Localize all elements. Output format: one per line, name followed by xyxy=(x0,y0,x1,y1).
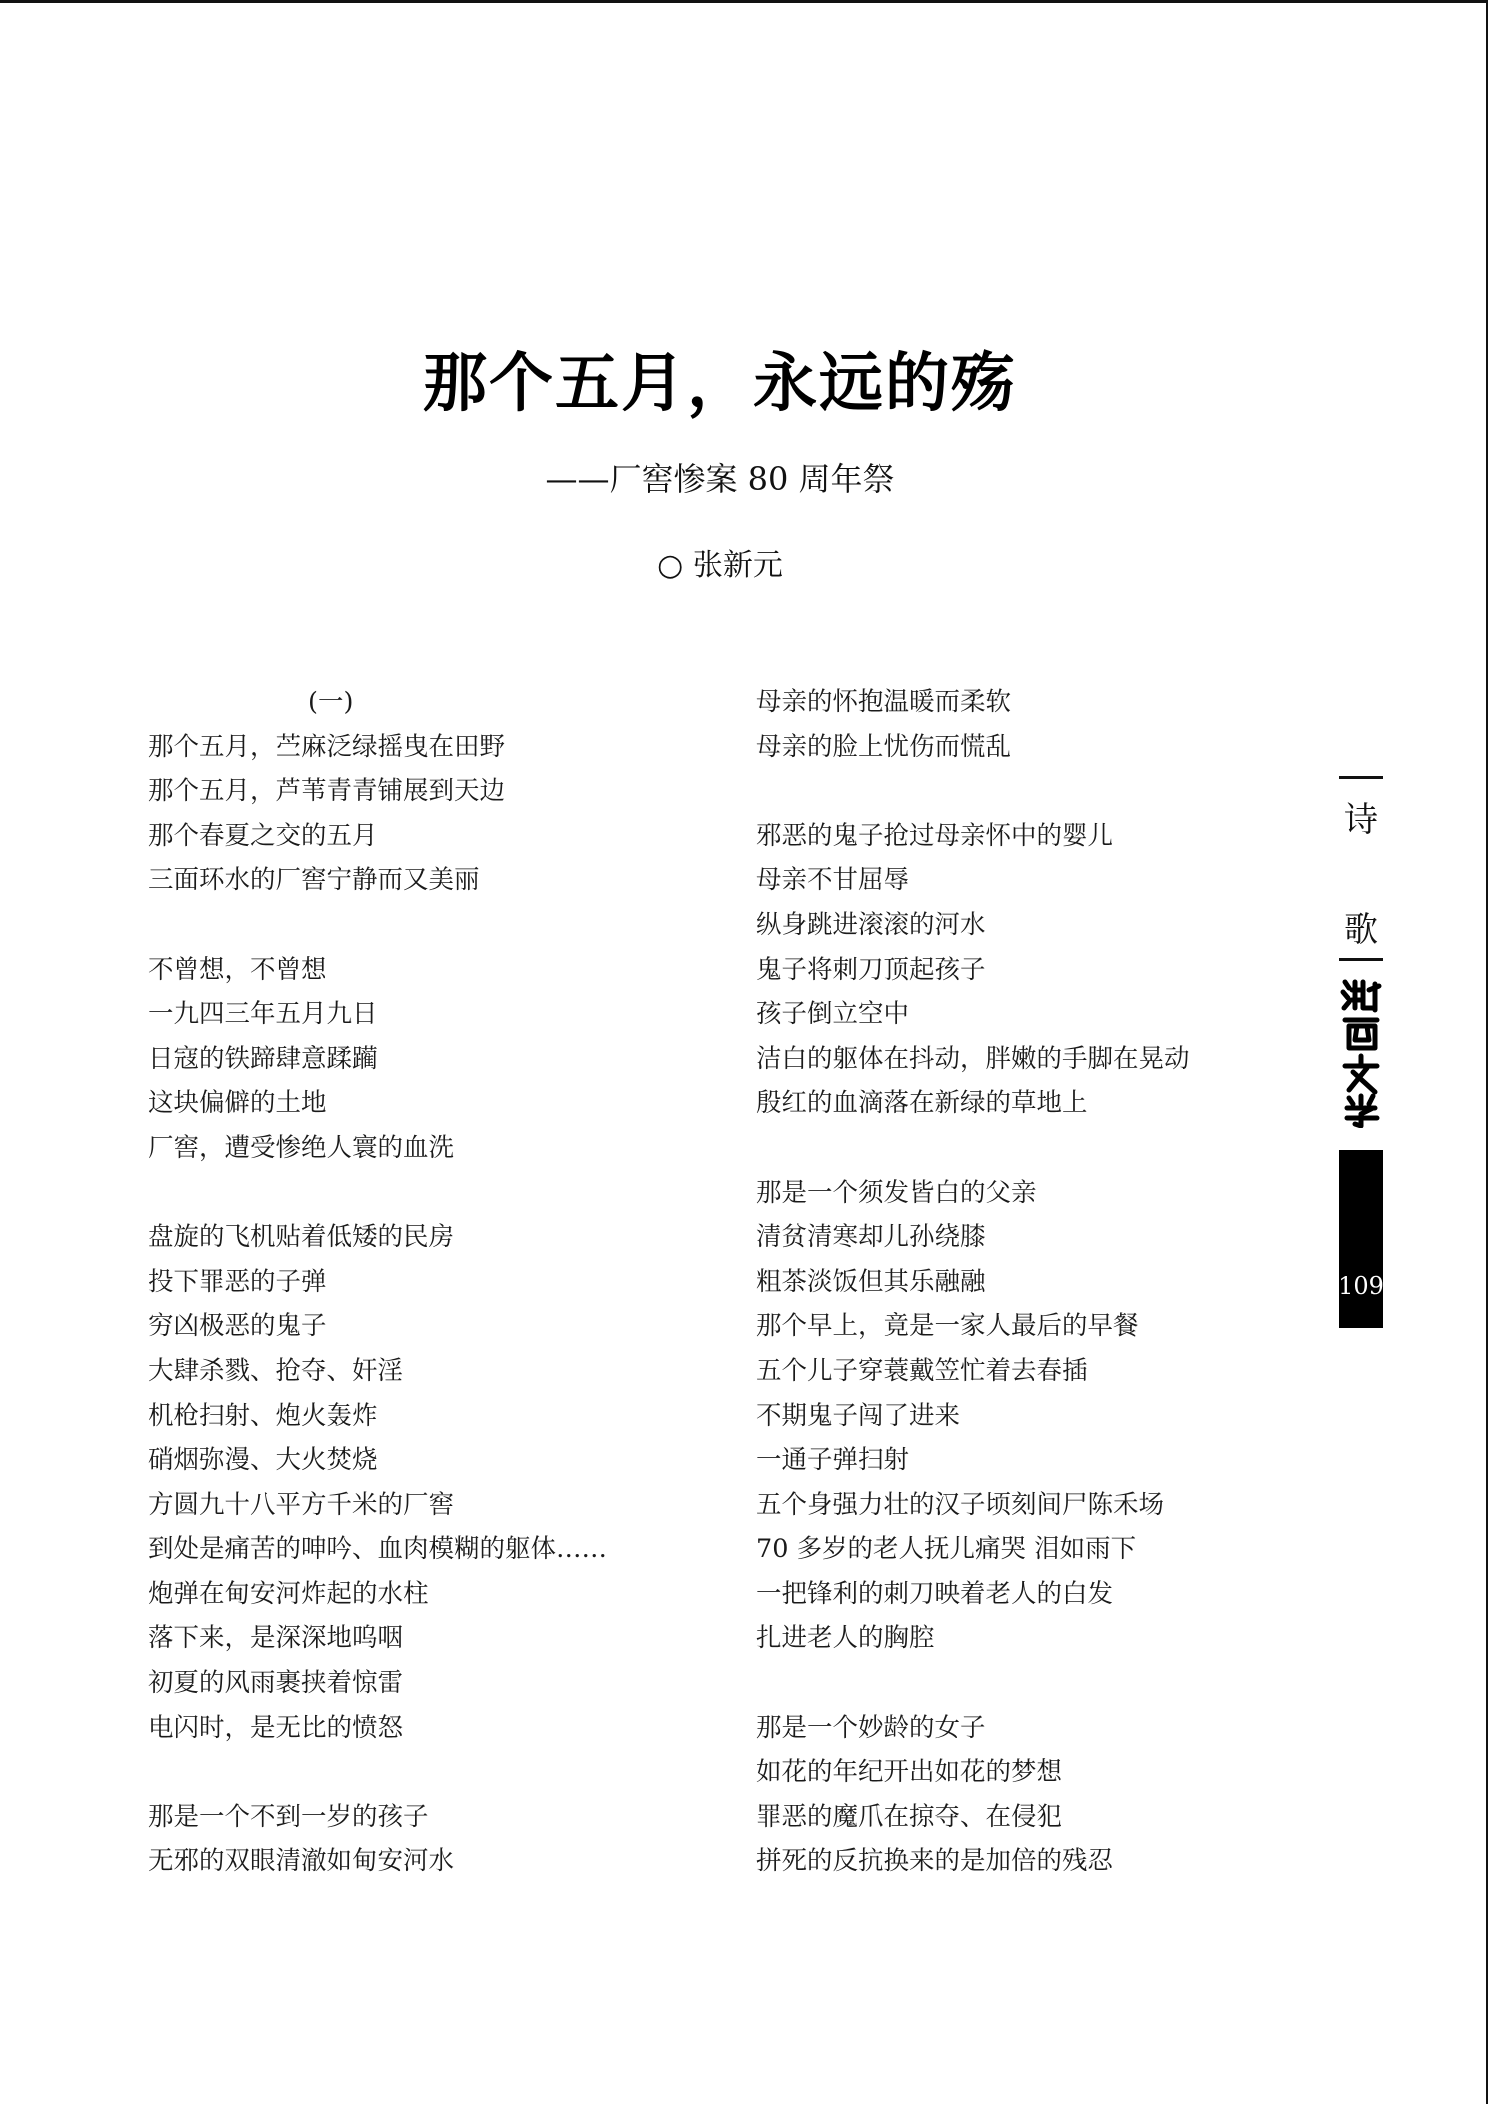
poem-line: 殷红的血滴落在新绿的草地上 xyxy=(756,1088,1088,1119)
poem-subtitle: ——厂窖惨案 80 周年祭 xyxy=(545,460,895,498)
poem-line: 穷凶极恶的鬼子 xyxy=(148,1311,327,1342)
poem-line: 母亲的怀抱温暖而柔软 xyxy=(756,687,1012,717)
section-top-rule xyxy=(1339,776,1383,779)
poem-line: 那是一个须发皆白的父亲 xyxy=(756,1177,1037,1208)
poem-line: 70 多岁的老人抚儿痛哭 泪如雨下 xyxy=(756,1534,1137,1565)
poem-line: 五个儿子穿蓑戴笠忙着去春插 xyxy=(756,1355,1088,1386)
poem-line: 不期鬼子闯了进来 xyxy=(756,1400,961,1431)
poem-line: 粗茶淡饭但其乐融融 xyxy=(756,1266,986,1297)
poem-line: 机枪扫射、炮火轰炸 xyxy=(148,1400,378,1431)
page-number: 109 xyxy=(1338,1272,1384,1300)
poem-line: 扎进老人的胸腔 xyxy=(756,1623,935,1654)
poem-line: 方圆九十八平方千米的厂窖 xyxy=(148,1489,455,1520)
poem-line: 纵身跳进滚滚的河水 xyxy=(756,909,986,940)
poem-line: 那是一个不到一岁的孩子 xyxy=(148,1801,429,1832)
stanza-break xyxy=(756,1661,1356,1706)
poem-line: 那个早上，竟是一家人最后的早餐 xyxy=(756,1311,1139,1342)
poem-line: 一通子弹扫射 xyxy=(756,1445,910,1476)
poem-line: 那个五月，苎麻泛绿摇曳在田野 xyxy=(148,731,506,762)
poem-right-column xyxy=(756,680,1356,1884)
poem-line: 罪恶的魔爪在掠夺、在侵犯 xyxy=(756,1801,1063,1832)
poem-author: ○ 张新元 xyxy=(657,548,783,583)
page-top-border xyxy=(0,0,1488,3)
poem-line: 硝烟弥漫、大火焚烧 xyxy=(148,1445,378,1476)
poem-line: 电闪时，是无比的愤怒 xyxy=(148,1712,404,1743)
poem-line: 初夏的风雨裹挟着惊雷 xyxy=(148,1668,404,1699)
poem-line: 孩子倒立空中 xyxy=(756,999,910,1030)
poem-line: 日寇的铁蹄肆意蹂躏 xyxy=(148,1043,378,1074)
poem-line: 鬼子将刺刀顶起孩子 xyxy=(756,954,986,985)
poem-line: 那个春夏之交的五月 xyxy=(148,820,378,851)
poem-line: 母亲的脸上忧伤而慌乱 xyxy=(756,731,1012,762)
poem-line: 那个五月，芦苇青青铺展到天边 xyxy=(148,776,506,807)
poem-line: 厂窖，遭受惨绝人寰的血洗 xyxy=(148,1132,455,1163)
stanza-break xyxy=(148,1750,708,1795)
poem-line: 投下罪恶的子弹 xyxy=(148,1266,327,1297)
poem-line: 到处是痛苦的呻吟、血肉模糊的躯体…… xyxy=(148,1534,608,1565)
stanza-break xyxy=(756,1126,1356,1171)
poem-line: 大肆杀戮、抢夺、奸淫 xyxy=(148,1355,404,1386)
poem-line: 如花的年纪开出如花的梦想 xyxy=(756,1757,1063,1788)
poem-line: 这块偏僻的土地 xyxy=(148,1088,327,1119)
poem-line: 炮弹在甸安河炸起的水柱 xyxy=(148,1578,429,1609)
poem-line: 落下来，是深深地呜咽 xyxy=(148,1623,404,1654)
poem-line: 母亲不甘屈辱 xyxy=(756,865,910,896)
poem-line: 不曾想，不曾想 xyxy=(148,954,327,985)
journal-logo xyxy=(1339,976,1383,1128)
poem-title: 那个五月，永远的殇 xyxy=(423,347,1017,421)
poem-line: 一九四三年五月九日 xyxy=(148,999,378,1030)
poem-line: 无邪的双眼清澈如甸安河水 xyxy=(148,1846,455,1877)
poem-line: 清贫清寒却儿孙绕膝 xyxy=(756,1222,986,1253)
poem-left-column xyxy=(148,680,708,1884)
stanza-break xyxy=(756,769,1356,814)
stanza-break xyxy=(148,903,708,948)
section-label-song: 歌 xyxy=(1344,910,1378,950)
poem-line: 拼死的反抗换来的是加倍的残忍 xyxy=(756,1846,1114,1877)
poem-line: 一把锋利的刺刀映着老人的白发 xyxy=(756,1578,1114,1609)
poem-line: 邪恶的鬼子抢过母亲怀中的婴儿 xyxy=(756,820,1114,851)
poem-line: 三面环水的厂窖宁静而又美丽 xyxy=(148,865,480,896)
stanza-break xyxy=(148,1171,708,1216)
section-label-poem: 诗 xyxy=(1344,800,1378,840)
poem-line: 盘旋的飞机贴着低矮的民房 xyxy=(148,1222,455,1253)
poem-line: 洁白的躯体在抖动，胖嫩的手脚在晃动 xyxy=(756,1043,1190,1074)
poem-line: 五个身强力壮的汉子顷刻间尸陈禾场 xyxy=(756,1489,1165,1520)
section-black-tab xyxy=(1339,1150,1383,1328)
section-heading: (一) xyxy=(308,687,354,717)
section-bottom-rule xyxy=(1339,958,1383,961)
poem-line: 那是一个妙龄的女子 xyxy=(756,1712,986,1743)
